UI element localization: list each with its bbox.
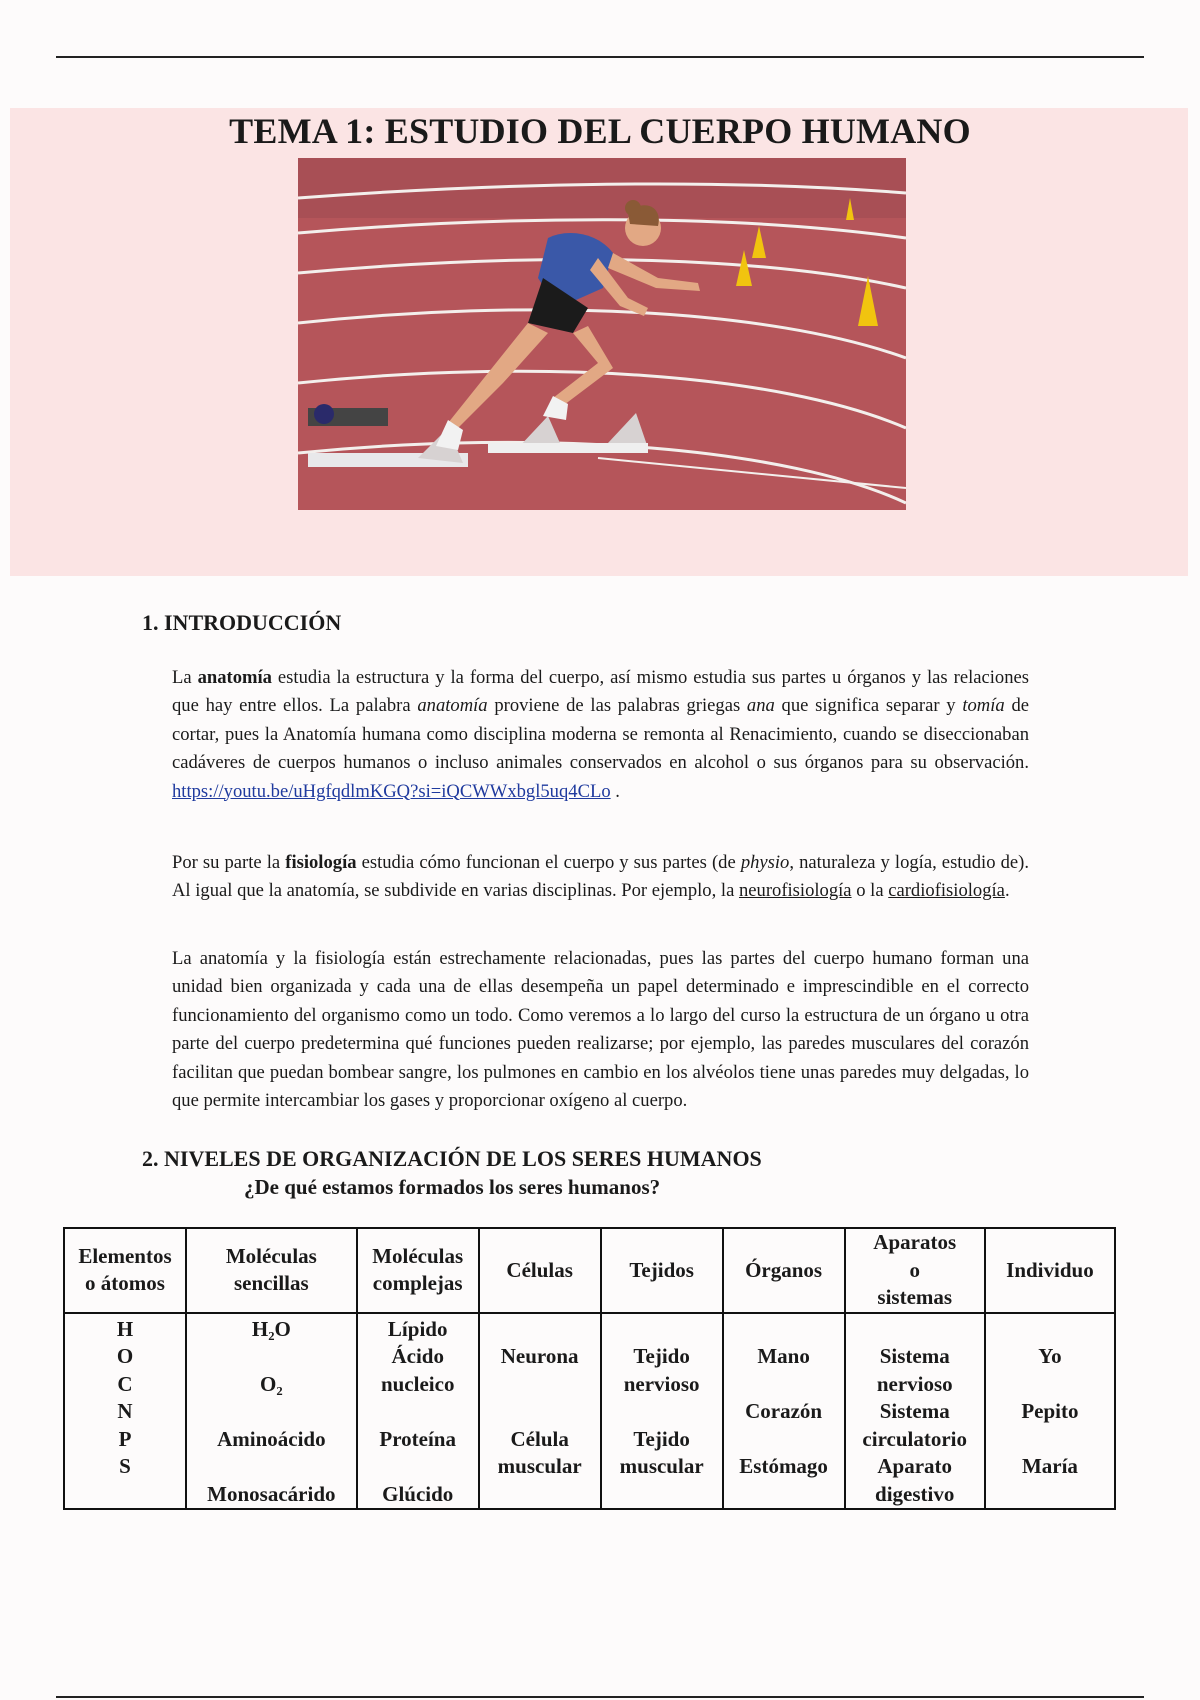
header-tejidos: Tejidos [601, 1228, 723, 1313]
page-title: TEMA 1: ESTUDIO DEL CUERPO HUMANO [229, 111, 971, 151]
section-heading-niveles: 2. NIVELES DE ORGANIZACIÓN DE LOS SERES HUMANOS [142, 1146, 762, 1171]
sprinter-photo [298, 158, 906, 510]
cell-moleculas-complejas: Lípido Ácido nucleico Proteína Glúcido [357, 1313, 479, 1510]
header-organos: Órganos [723, 1228, 845, 1313]
cell-organos: Mano Corazón Estómago [723, 1313, 845, 1510]
header-aparatos: Aparatos o sistemas [845, 1228, 985, 1313]
youtube-link[interactable]: https://youtu.be/uHgfqdlmKGQ?si=iQCWWxbgl5uq4CLo [172, 780, 611, 802]
cell-moleculas-sencillas: H₂O O₂ Aminoácido Monosacárido [186, 1313, 357, 1510]
cell-individuo: Yo Pepito María [985, 1313, 1115, 1510]
levels-table [63, 1227, 1116, 1510]
cell-aparatos: Sistema nervioso Sistema circulatorio Aparato digestivo [845, 1313, 985, 1510]
paragraph-relacion: La anatomía y la fisiología están estrechamente relacionadas, pues las partes del cuerpo humano forman una unidad bien organizada y cada una de ellas desempeña un papel determinado e imprescindible en el correcto funcionamiento del organismo como un todo. Como veremos a lo largo del curso la estructura de un órgano u otra parte del cuerpo predetermina qué funciones pueden realizarse; por ejemplo, las paredes musculares del corazón facilitan que puedan bombear sangre, los pulmones en cambio en los alvéolos tiene unas paredes muy delgadas, lo que permite intercambiar los gases y proporcionar oxígeno al cuerpo. [172, 948, 1029, 1112]
top-rule [56, 56, 1144, 58]
cell-celulas: Neurona Célula muscular [479, 1313, 601, 1510]
section-heading-introduccion: 1. INTRODUCCIÓN [142, 610, 342, 635]
header-moleculas-complejas: Moléculas complejas [357, 1228, 479, 1313]
paragraph-fisiologia: Por su parte la fisiología estudia cómo funcionan el cuerpo y sus partes (de physio, naturaleza y logía, estudio de). Al igual que la anatomía, se subdivide en varias disciplinas. Por ejemplo, la neurofisiología o la cardiofisiología. [172, 852, 1029, 902]
header-individuo: Individuo [985, 1228, 1115, 1313]
table-row [64, 1313, 1115, 1510]
section-question: ¿De qué estamos formados los seres humanos? [244, 1175, 661, 1199]
header-celulas: Células [479, 1228, 601, 1313]
cardiofisiologia-term: cardiofisiología [888, 880, 1005, 902]
table-header-row [64, 1228, 1115, 1313]
header-elementos: Elementos o átomos [64, 1228, 186, 1313]
neurofisiologia-term: neurofisiología [738, 880, 852, 902]
paragraph-anatomia: La anatomía estudia la estructura y la forma del cuerpo, así mismo estudia sus partes u órganos y las relaciones que hay entre ellos. La palabra anatomía proviene de las palabras griegas ana que significa separar y tomía de cortar, pues la Anatomía humana como disciplina moderna se remonta al Renacimiento, cuando se diseccionaban cadáveres de cuerpos humanos o incluso animales conservados en alcohol o sus órganos para su observación. https://youtu.be/uHgfqdlmKGQ?si=iQCWWxbgl5uq4CLo . [172, 667, 1029, 802]
cell-tejidos: Tejido nervioso Tejido muscular [601, 1313, 723, 1510]
cell-elementos: H O C N P S [64, 1313, 186, 1510]
header-moleculas-sencillas: Moléculas sencillas [186, 1228, 357, 1313]
bottom-rule [56, 1696, 1144, 1698]
